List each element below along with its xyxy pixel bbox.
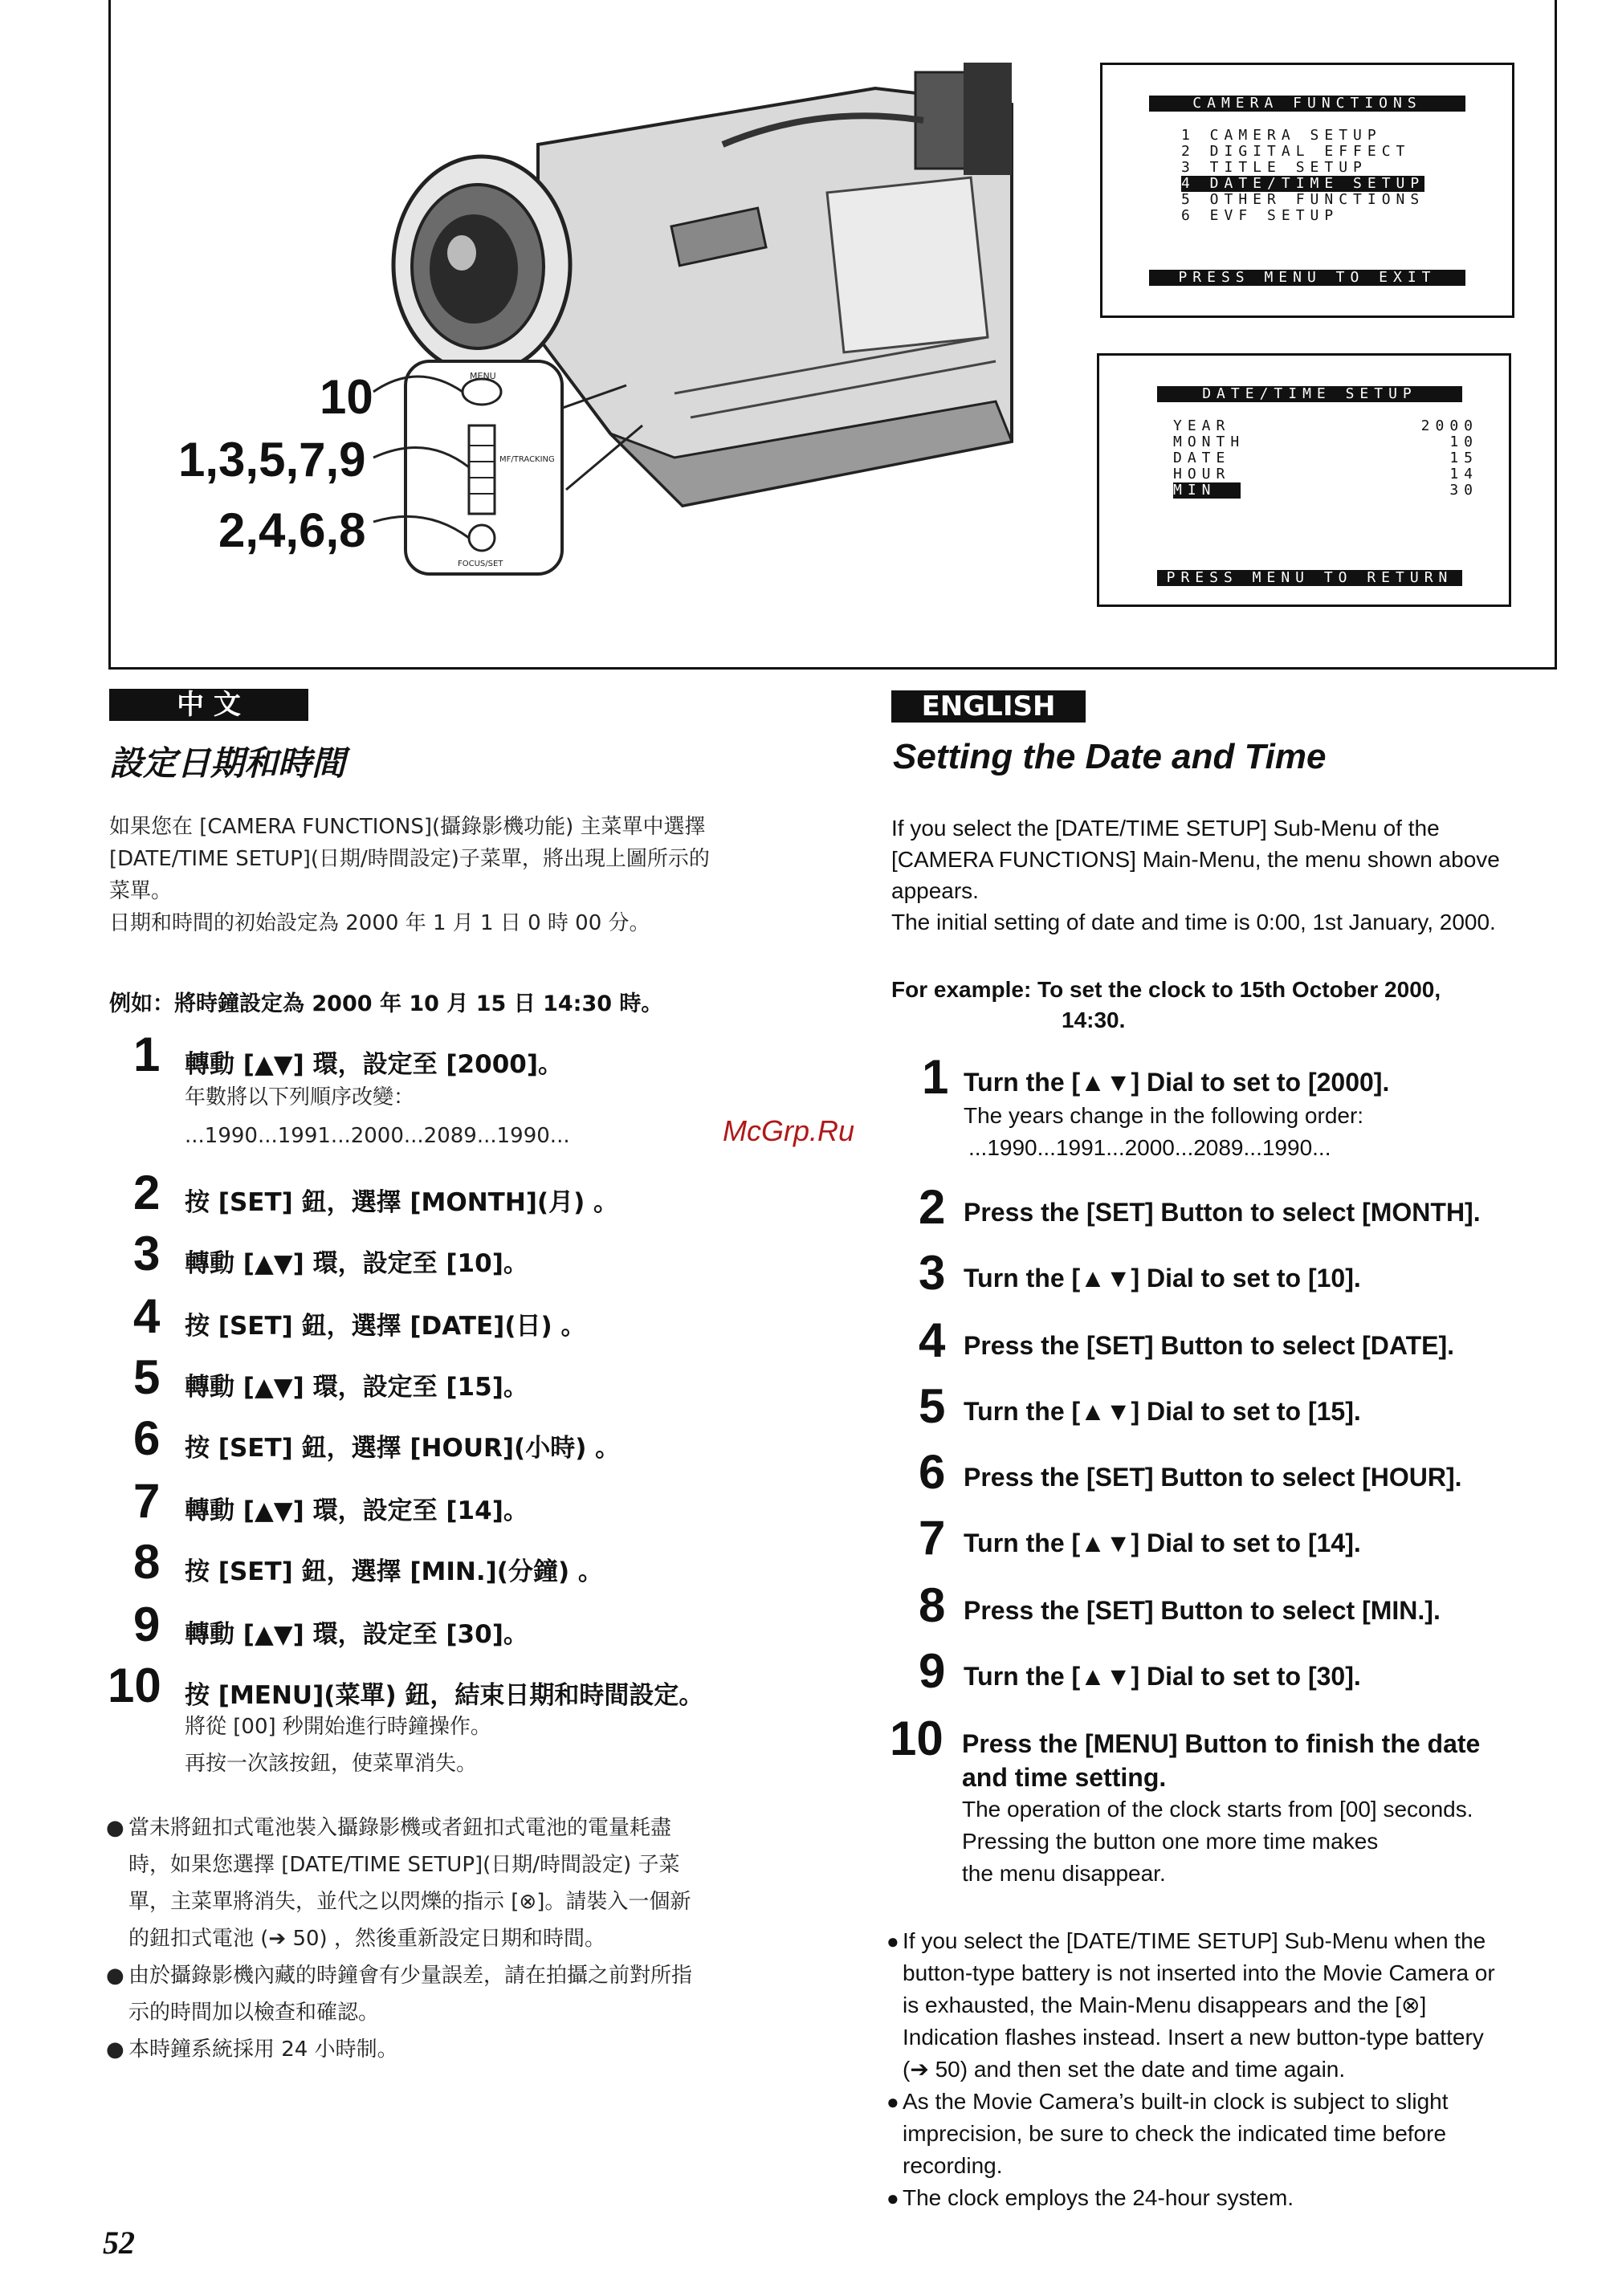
step-text: Press the [SET] Button to select [DATE]. <box>964 1331 1455 1360</box>
step-text: 按 [SET] 鈕，選擇 [MIN.](分鐘) 。 <box>185 1557 603 1586</box>
field-value: 10 <box>1449 434 1478 450</box>
intro-line: The initial setting of date and time is 0:00, 1st January, 2000. <box>891 910 1496 934</box>
step-number: 2 <box>133 1166 161 1219</box>
step-text: Press the [SET] Button to select [MONTH]. <box>964 1198 1481 1227</box>
step-number: 8 <box>919 1578 946 1632</box>
step-note: the menu disappear. <box>962 1861 1166 1886</box>
english-title: Setting the Date and Time <box>893 737 1327 776</box>
note-line: Indication flashes instead. Insert a new button-type battery <box>903 2025 1484 2050</box>
screen-footer: PRESS MENU TO RETURN <box>1157 570 1462 586</box>
menu-button-label: MENU <box>470 371 496 381</box>
step-text: 按 [SET] 鈕，選擇 [DATE](日) 。 <box>185 1312 586 1341</box>
step-number: 6 <box>919 1445 946 1499</box>
intro-line: 日期和時間的初始設定為 2000 年 1 月 1 日 0 時 00 分。 <box>109 911 650 935</box>
step-text: Turn the [▲▼] Dial to set to [14]. <box>964 1529 1361 1557</box>
step-number: 9 <box>919 1644 946 1698</box>
step-number: 7 <box>919 1511 946 1565</box>
intro-line: appears. <box>891 878 979 903</box>
english-intro <box>891 812 1598 938</box>
example-line: For example: To set the clock to 15th October 2000, <box>891 977 1441 1002</box>
screen-footer: PRESS MENU TO EXIT <box>1149 270 1465 286</box>
note-line: The clock employs the 24-hour system. <box>903 2185 1294 2210</box>
step-number: 4 <box>133 1289 161 1343</box>
note-line: 時，如果您選擇 [DATE/TIME SETUP](日期/時間設定) 子菜 <box>128 1853 680 1877</box>
field-value: 2000 <box>1420 417 1478 434</box>
chinese-intro <box>109 811 832 939</box>
field-value: 15 <box>1449 450 1478 466</box>
bullet: ● <box>886 2186 899 2210</box>
menu-list <box>1181 128 1424 224</box>
date-time-setup-screen <box>1097 353 1511 607</box>
camera-functions-screen <box>1100 63 1514 318</box>
field-label: DATE <box>1173 450 1231 466</box>
step-number: 3 <box>133 1227 161 1280</box>
step-note: The years change in the following order: <box>964 1103 1364 1128</box>
intro-line: 如果您在 [CAMERA FUNCTIONS](攝錄影機功能) 主菜單中選擇 <box>109 815 706 839</box>
step-number: 10 <box>890 1712 943 1765</box>
step-notes <box>962 1793 1473 1890</box>
menu-item: 2 DIGITAL EFFECT <box>1181 143 1411 160</box>
menu-item: 3 TITLE SETUP <box>1181 159 1367 176</box>
chinese-title: 設定日期和時間 <box>109 743 346 783</box>
bullet: ● <box>106 1964 124 1988</box>
step-text: Turn the [▲▼] Dial to set to [2000]. <box>964 1068 1390 1097</box>
step-text: Turn the [▲▼] Dial to set to [15]. <box>964 1397 1361 1426</box>
intro-line: [CAMERA FUNCTIONS] Main-Menu, the menu shown above <box>891 847 1500 872</box>
step-number: 1 <box>922 1050 949 1104</box>
note-line: If you select the [DATE/TIME SETUP] Sub-Menu when the <box>903 1928 1486 1953</box>
step-text: Turn the [▲▼] Dial to set to [30]. <box>964 1662 1361 1691</box>
set-button-label: FOCUS/SET <box>458 560 503 568</box>
field-label-selected: MIN <box>1173 482 1241 499</box>
english-notes <box>886 1925 1601 2214</box>
step-number: 5 <box>133 1350 161 1404</box>
intro-line: If you select the [DATE/TIME SETUP] Sub-Menu of the <box>891 816 1440 841</box>
step-text: 按 [MENU](菜單) 鈕，結束日期和時間設定。 <box>185 1681 704 1710</box>
bullet: ● <box>886 2090 899 2114</box>
year-order: ...1990...1991...2000...2089...1990... <box>185 1124 570 1148</box>
screen-header: CAMERA FUNCTIONS <box>1149 96 1465 112</box>
dial-label: MF/TRACKING <box>499 455 555 464</box>
step-number: 6 <box>133 1411 161 1465</box>
watermark: McGrp.Ru <box>723 1114 855 1147</box>
step-text-continued: and time setting. <box>962 1763 1167 1792</box>
example-line: 14:30. <box>1062 1008 1126 1032</box>
menu-item: 6 EVF SETUP <box>1181 207 1339 224</box>
bullet: ● <box>106 1816 124 1840</box>
intro-line: [DATE/TIME SETUP](日期/時間設定)子菜單，將出現上圖所示的 <box>109 847 710 871</box>
step-number: 7 <box>133 1474 161 1528</box>
step-text: Press the [SET] Button to select [MIN.]. <box>964 1596 1441 1625</box>
note-line: 單，主菜單將消失，並代之以閃爍的指示 [⊗]。請裝入一個新 <box>128 1890 691 1914</box>
note-line: 當未將鈕扣式電池裝入攝錄影機或者鈕扣式電池的電量耗盡 <box>128 1816 672 1840</box>
field-label: YEAR <box>1173 417 1231 434</box>
step-text: 轉動 [▲▼] 環，設定至 [30]。 <box>185 1620 528 1649</box>
field-label: HOUR <box>1173 466 1231 482</box>
step-text: Press the [SET] Button to select [HOUR]. <box>964 1463 1462 1492</box>
step-text: 轉動 [▲▼] 環，設定至 [14]。 <box>185 1496 528 1525</box>
step-text: 轉動 [▲▼] 環，設定至 [10]。 <box>185 1249 528 1278</box>
step-number: 4 <box>919 1313 946 1367</box>
step-text: Press the [MENU] Button to finish the date <box>962 1729 1481 1758</box>
step-note: The operation of the clock starts from [00] seconds. <box>962 1797 1473 1822</box>
step-text: Turn the [▲▼] Dial to set to [10]. <box>964 1264 1361 1293</box>
note-line: imprecision, be sure to check the indicated time before <box>903 2121 1447 2146</box>
intro-line: 菜單。 <box>109 879 173 903</box>
note-line: As the Movie Camera’s built-in clock is subject to slight <box>903 2089 1449 2114</box>
english-section-tag: ENGLISH <box>891 690 1086 723</box>
field-value: 14 <box>1449 466 1478 482</box>
note-line: recording. <box>903 2153 1003 2178</box>
callout-dial: 1,3,5,7,9 <box>178 433 366 486</box>
note-line: 由於攝錄影機內藏的時鐘會有少量誤差，請在拍攝之前對所指 <box>128 1964 693 1988</box>
callout-set: 2,4,6,8 <box>218 503 366 557</box>
note-line: is exhausted, the Main-Menu disappears and the [⊗] <box>903 1993 1427 2017</box>
step-note: 將從 [00] 秒開始進行時鐘操作。 <box>185 1715 491 1739</box>
field-label: MONTH <box>1173 434 1245 450</box>
step-text: 轉動 [▲▼] 環，設定至 [15]。 <box>185 1373 528 1402</box>
step-text: 按 [SET] 鈕，選擇 [MONTH](月) 。 <box>185 1188 619 1217</box>
chinese-example: 例如：將時鐘設定為 2000 年 10 月 15 日 14:30 時。 <box>109 991 663 1016</box>
step-number: 5 <box>919 1379 946 1433</box>
note-line: button-type battery is not inserted into the Movie Camera or <box>903 1960 1495 1985</box>
field-value: 30 <box>1449 482 1478 499</box>
step-note: Pressing the button one more time makes <box>962 1829 1379 1854</box>
chinese-section-tag: 中 文 <box>109 689 308 721</box>
step-note: 再按一次該按鈕，使菜單消失。 <box>185 1752 478 1776</box>
menu-item: 5 OTHER FUNCTIONS <box>1181 191 1425 208</box>
step-number: 2 <box>919 1180 946 1234</box>
screen-header: DATE/TIME SETUP <box>1157 386 1462 402</box>
note-line: 本時鐘系統採用 24 小時制。 <box>128 2037 398 2062</box>
menu-item: 1 CAMERA SETUP <box>1181 127 1382 144</box>
note-line: 示的時間加以檢查和確認。 <box>128 2001 380 2025</box>
year-order: ...1990...1991...2000...2089...1990... <box>968 1135 1331 1160</box>
note-line: (➔ 50) and then set the date and time again. <box>903 2057 1346 2082</box>
step-number: 1 <box>133 1028 161 1081</box>
date-time-fields <box>1173 418 1478 499</box>
chinese-notes <box>106 1810 829 2068</box>
step-number: 3 <box>919 1246 946 1300</box>
english-example <box>891 975 1441 1036</box>
step-text: 按 [SET] 鈕，選擇 [HOUR](小時) 。 <box>185 1434 621 1463</box>
step-number: 8 <box>133 1535 161 1589</box>
step-note: 年數將以下列順序改變： <box>185 1085 415 1109</box>
step-number: 9 <box>133 1598 161 1651</box>
note-line: 的鈕扣式電池 (➔ 50) ，然後重新設定日期和時間。 <box>128 1927 605 1951</box>
menu-item-selected: 4 DATE/TIME SETUP <box>1181 175 1425 192</box>
step-number: 10 <box>108 1659 161 1712</box>
page-number: 52 <box>103 2225 135 2261</box>
callout-menu: 10 <box>320 370 373 424</box>
bullet: ● <box>106 2037 124 2062</box>
bullet: ● <box>886 1929 899 1953</box>
step-text: 轉動 [▲▼] 環，設定至 [2000]。 <box>185 1050 564 1079</box>
